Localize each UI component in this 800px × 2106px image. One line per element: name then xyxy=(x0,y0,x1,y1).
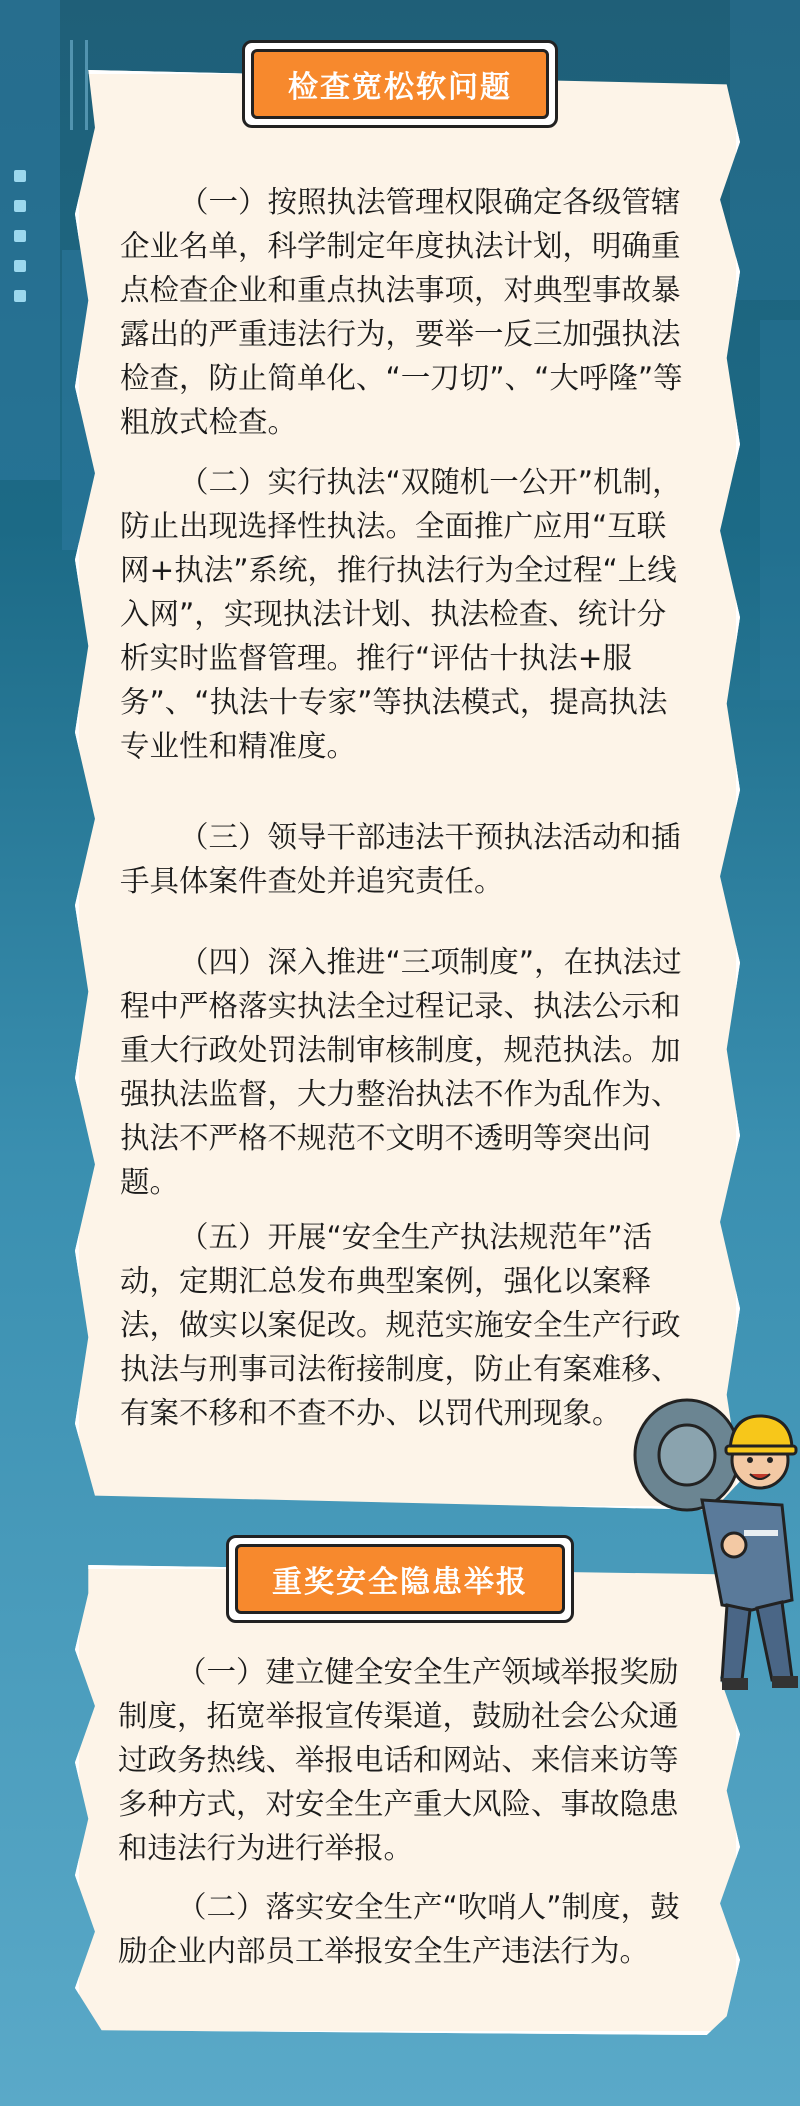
section-title-badge xyxy=(242,40,558,128)
paragraph: （一）建立健全安全生产领域举报奖励制度，拓宽举报宣传渠道，鼓励社会公众通过政务热线、举报电话和网站、来信来访等多种方式，对安全生产重大风险、事故隐患和违法行为进行举报。 xyxy=(118,1655,679,1865)
background-building xyxy=(760,320,800,700)
paragraph: （二）实行执法“双随机一公开”机制，防止出现选择性执法。全面推广应用“互联网+执法”系统，推行执法行为全过程“上线入网”，实现执法计划、执法检查、统计分析实时监督管理。推行“评估十执法+服务”、“执法十专家”等执法模式，提高执法专业性和精准度。 xyxy=(120,465,682,763)
paragraph: （三）领导干部违法干预执法活动和插手具体案件查处并追究责任。 xyxy=(120,820,681,898)
construction-worker-illustration xyxy=(632,1380,800,1700)
paragraph: （四）深入推进“三项制度”，在执法过程中严格落实执法全过程记录、执法公示和重大行政处罚法制审核制度，规范执法。加强执法监督，大力整治执法不作为乱作为、执法不严格不规范不文明不透明等突出问题。 xyxy=(120,945,682,1199)
section-title-badge xyxy=(226,1535,574,1623)
section-title: 重奖安全隐患举报 xyxy=(235,1544,565,1614)
background-building xyxy=(0,0,60,480)
paragraph: （一）按照执法管理权限确定各级管辖企业名单，科学制定年度执法计划，明确重点检查企业和重点执法事项，对典型事故暴露出的严重违法行为，要举一反三加强执法检查，防止简单化、“一刀切”、“大呼隆”等粗放式检查。 xyxy=(120,185,683,439)
section-title: 检查宽松软问题 xyxy=(251,49,549,119)
background-lines xyxy=(70,40,88,130)
background-building xyxy=(730,0,800,300)
paragraph: （二）落实安全生产“吹哨人”制度，鼓励企业内部员工举报安全生产违法行为。 xyxy=(118,1890,680,1968)
paragraph: （五）开展“安全生产执法规范年”活动，定期汇总发布典型案例，强化以案释法，做实以案促改。规范实施安全生产行政执法与刑事司法衔接制度，防止有案难移、有案不移和不查不办、以罚代刑现象。 xyxy=(120,1220,681,1430)
background-windows xyxy=(14,170,30,320)
